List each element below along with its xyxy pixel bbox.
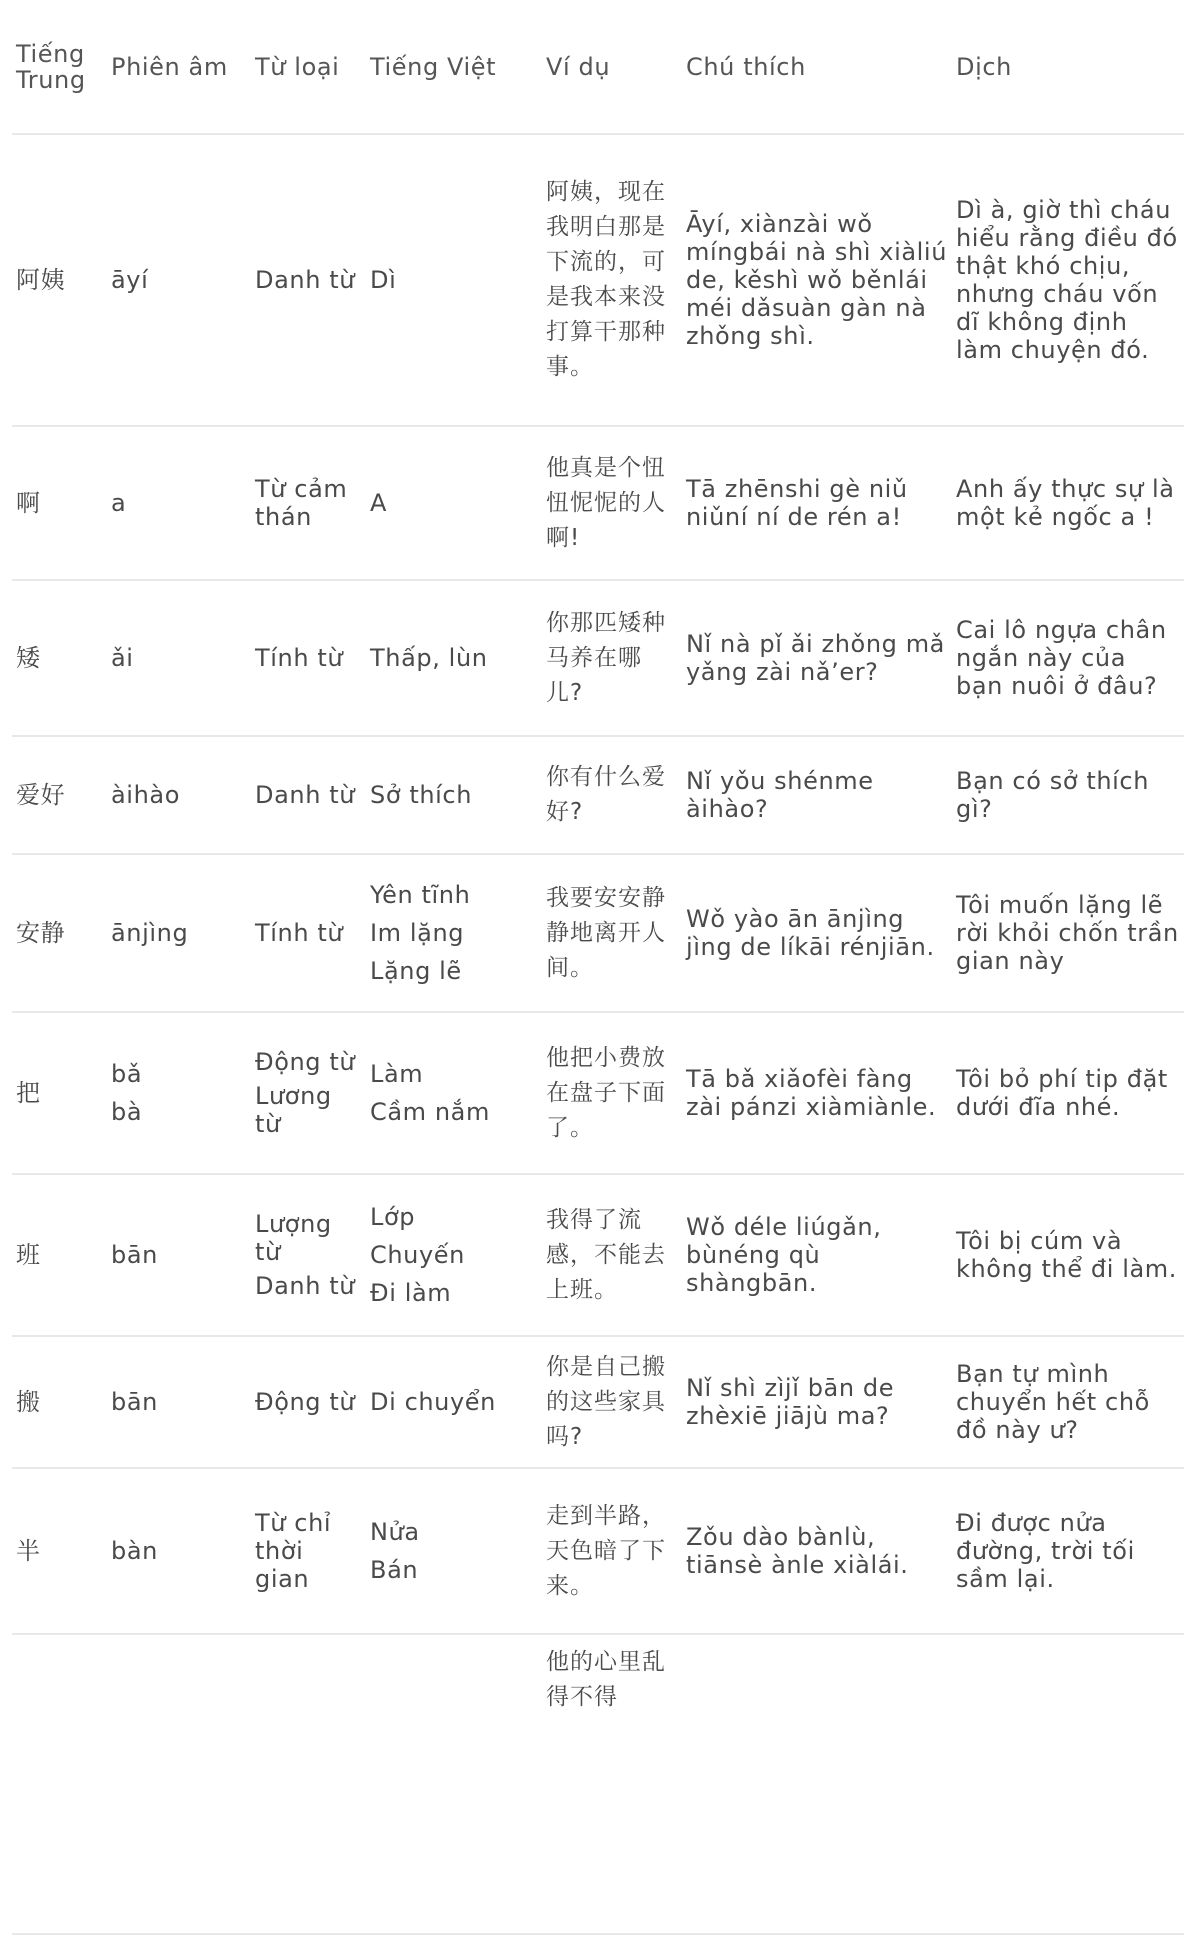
cell-pinyin-line: bān bbox=[111, 1388, 158, 1416]
table-row bbox=[12, 580, 1184, 736]
cell-pinyin-line: a bbox=[111, 489, 127, 517]
cell-vietnamese-line: Im lặng bbox=[370, 919, 465, 947]
cell-part-of-speech-line: Lương từ bbox=[255, 1082, 332, 1138]
cell-vietnamese-line: Sở thích bbox=[370, 781, 473, 809]
cell-note: Nǐ nà pǐ ǎi zhǒng mǎ yǎng zài nǎ’er? bbox=[682, 580, 952, 736]
cell-translation: Anh ấy thực sự là một kẻ ngốc a ! bbox=[952, 426, 1184, 580]
cell-example: 我得了流感，不能去上班。 bbox=[542, 1174, 682, 1336]
cell-translation: Bạn có sở thích gì? bbox=[952, 736, 1184, 854]
cell-part-of-speech-line: Từ cảm thán bbox=[255, 475, 348, 531]
header-cell-pinyin: Phiên âm bbox=[107, 0, 251, 134]
cell-vietnamese-line: Yên tĩnh bbox=[370, 881, 471, 909]
cell-part-of-speech-line: Danh từ bbox=[255, 781, 356, 809]
cell-chinese: 把 bbox=[12, 1012, 107, 1174]
cell-example: 你是自己搬的这些家具吗? bbox=[542, 1336, 682, 1468]
cell-vietnamese bbox=[366, 736, 542, 854]
header-cell-chinese: Tiếng Trung bbox=[12, 0, 107, 134]
cell-vietnamese-line: Cầm nắm bbox=[370, 1098, 490, 1126]
cell-pinyin bbox=[107, 1468, 251, 1634]
cell-part-of-speech-line: Từ chỉ thời gian bbox=[255, 1509, 332, 1593]
cell-part-of-speech bbox=[251, 1012, 366, 1174]
table-row bbox=[12, 1634, 1184, 1934]
header-cell-translation: Dịch bbox=[952, 0, 1184, 134]
cell-chinese: 搬 bbox=[12, 1336, 107, 1468]
header-row bbox=[12, 0, 1184, 134]
cell-part-of-speech bbox=[251, 736, 366, 854]
cell-chinese bbox=[12, 1634, 107, 1934]
cell-pinyin bbox=[107, 1634, 251, 1934]
cell-pinyin-line: ǎi bbox=[111, 644, 134, 672]
cell-example: 走到半路，天色暗了下来。 bbox=[542, 1468, 682, 1634]
cell-pinyin bbox=[107, 1336, 251, 1468]
cell-pinyin-line: bà bbox=[111, 1098, 143, 1126]
cell-pinyin-line: bàn bbox=[111, 1537, 158, 1565]
header-cell-part-of-speech: Từ loại bbox=[251, 0, 366, 134]
table-row bbox=[12, 134, 1184, 426]
cell-part-of-speech-line: Danh từ bbox=[255, 266, 356, 294]
cell-vietnamese bbox=[366, 1012, 542, 1174]
table-row bbox=[12, 426, 1184, 580]
header-cell-example: Ví dụ bbox=[542, 0, 682, 134]
cell-part-of-speech-line: Danh từ bbox=[255, 1272, 356, 1300]
cell-example: 他把小费放在盘子下面了。 bbox=[542, 1012, 682, 1174]
cell-vietnamese-line: Nửa bbox=[370, 1518, 420, 1546]
cell-vietnamese bbox=[366, 854, 542, 1012]
cell-note: Wǒ yào ān ānjìng jìng de líkāi rénjiān. bbox=[682, 854, 952, 1012]
cell-part-of-speech-line: Lượng từ bbox=[255, 1210, 332, 1266]
cell-part-of-speech bbox=[251, 426, 366, 580]
header-cell-vietnamese: Tiếng Việt bbox=[366, 0, 542, 134]
cell-part-of-speech bbox=[251, 1468, 366, 1634]
cell-vietnamese-line: Chuyến bbox=[370, 1241, 465, 1269]
cell-note: Tā bǎ xiǎofèi fàng zài pánzi xiàmiànle. bbox=[682, 1012, 952, 1174]
cell-vietnamese bbox=[366, 1336, 542, 1468]
cell-vietnamese bbox=[366, 1634, 542, 1934]
cell-note: Āyí, xiànzài wǒ míngbái nà shì xiàliú de, kěshì wǒ běnlái méi dǎsuàn gàn nà zhǒng shì. bbox=[682, 134, 952, 426]
cell-pinyin bbox=[107, 580, 251, 736]
cell-chinese: 爱好 bbox=[12, 736, 107, 854]
cell-pinyin bbox=[107, 1012, 251, 1174]
cell-example: 他的心里乱得不得 bbox=[542, 1634, 682, 1934]
cell-pinyin bbox=[107, 736, 251, 854]
cell-pinyin-line: àihào bbox=[111, 781, 180, 809]
cell-vietnamese-line: Lớp bbox=[370, 1203, 416, 1231]
cell-example: 你有什么爱好? bbox=[542, 736, 682, 854]
cell-part-of-speech bbox=[251, 1174, 366, 1336]
vocabulary-table bbox=[12, 0, 1184, 1935]
cell-chinese: 矮 bbox=[12, 580, 107, 736]
cell-vietnamese bbox=[366, 580, 542, 736]
cell-example: 他真是个忸忸怩怩的人啊! bbox=[542, 426, 682, 580]
cell-part-of-speech-line: Động từ bbox=[255, 1048, 356, 1076]
table-row bbox=[12, 1174, 1184, 1336]
table-header bbox=[12, 0, 1184, 134]
cell-chinese: 安静 bbox=[12, 854, 107, 1012]
cell-note: Nǐ shì zìjǐ bān de zhèxiē jiājù ma? bbox=[682, 1336, 952, 1468]
cell-pinyin bbox=[107, 854, 251, 1012]
table-body bbox=[12, 134, 1184, 1934]
table-row bbox=[12, 1012, 1184, 1174]
cell-translation bbox=[952, 1634, 1184, 1934]
cell-vietnamese-line: Thấp, lùn bbox=[370, 644, 488, 672]
cell-chinese: 班 bbox=[12, 1174, 107, 1336]
cell-note: Wǒ déle liúgǎn, bùnéng qù shàngbān. bbox=[682, 1174, 952, 1336]
cell-part-of-speech bbox=[251, 1336, 366, 1468]
cell-translation: Cai lô ngựa chân ngắn này của bạn nuôi ở đâu? bbox=[952, 580, 1184, 736]
cell-pinyin bbox=[107, 134, 251, 426]
cell-vietnamese bbox=[366, 426, 542, 580]
cell-translation: Dì à, giờ thì cháu hiểu rằng điều đó thật khó chịu, nhưng cháu vốn dĩ không định làm chuyện đó. bbox=[952, 134, 1184, 426]
cell-part-of-speech-line: Động từ bbox=[255, 1388, 356, 1416]
cell-vietnamese-line: Dì bbox=[370, 266, 397, 294]
cell-translation: Đi được nửa đường, trời tối sầm lại. bbox=[952, 1468, 1184, 1634]
cell-pinyin-line: ānjìng bbox=[111, 919, 189, 947]
cell-vietnamese-line: Đi làm bbox=[370, 1279, 452, 1307]
cell-pinyin-line: bān bbox=[111, 1241, 158, 1269]
table-row bbox=[12, 1468, 1184, 1634]
cell-vietnamese-line: Làm bbox=[370, 1060, 424, 1088]
cell-part-of-speech bbox=[251, 134, 366, 426]
cell-part-of-speech bbox=[251, 854, 366, 1012]
cell-part-of-speech bbox=[251, 580, 366, 736]
cell-part-of-speech-line: Tính từ bbox=[255, 644, 344, 672]
cell-vietnamese bbox=[366, 1174, 542, 1336]
cell-vietnamese bbox=[366, 134, 542, 426]
cell-translation: Tôi bỏ phí tip đặt dưới đĩa nhé. bbox=[952, 1012, 1184, 1174]
cell-vietnamese-line: Lặng lẽ bbox=[370, 957, 462, 985]
cell-pinyin bbox=[107, 1174, 251, 1336]
cell-note bbox=[682, 1634, 952, 1934]
cell-chinese: 半 bbox=[12, 1468, 107, 1634]
cell-pinyin bbox=[107, 426, 251, 580]
cell-note: Zǒu dào bànlù, tiānsè ànle xiàlái. bbox=[682, 1468, 952, 1634]
header-cell-note: Chú thích bbox=[682, 0, 952, 134]
cell-translation: Bạn tự mình chuyển hết chỗ đồ này ư? bbox=[952, 1336, 1184, 1468]
cell-vietnamese bbox=[366, 1468, 542, 1634]
cell-chinese: 啊 bbox=[12, 426, 107, 580]
cell-vietnamese-line: Bán bbox=[370, 1556, 419, 1584]
cell-part-of-speech-line: Tính từ bbox=[255, 919, 344, 947]
cell-note: Nǐ yǒu shénme àihào? bbox=[682, 736, 952, 854]
cell-pinyin-line: bǎ bbox=[111, 1060, 143, 1088]
cell-example: 阿姨，现在我明白那是下流的，可是我本来没打算干那种事。 bbox=[542, 134, 682, 426]
cell-part-of-speech bbox=[251, 1634, 366, 1934]
cell-translation: Tôi muốn lặng lẽ rời khỏi chốn trần gian này bbox=[952, 854, 1184, 1012]
cell-chinese: 阿姨 bbox=[12, 134, 107, 426]
table-row bbox=[12, 1336, 1184, 1468]
cell-example: 我要安安静静地离开人间。 bbox=[542, 854, 682, 1012]
table-row bbox=[12, 736, 1184, 854]
cell-example: 你那匹矮种马养在哪儿? bbox=[542, 580, 682, 736]
cell-pinyin-line: āyí bbox=[111, 266, 149, 294]
table-row bbox=[12, 854, 1184, 1012]
cell-vietnamese-line: Di chuyển bbox=[370, 1388, 496, 1416]
cell-translation: Tôi bị cúm và không thể đi làm. bbox=[952, 1174, 1184, 1336]
cell-note: Tā zhēnshi gè niǔ niǔní ní de rén a! bbox=[682, 426, 952, 580]
cell-vietnamese-line: A bbox=[370, 489, 388, 517]
